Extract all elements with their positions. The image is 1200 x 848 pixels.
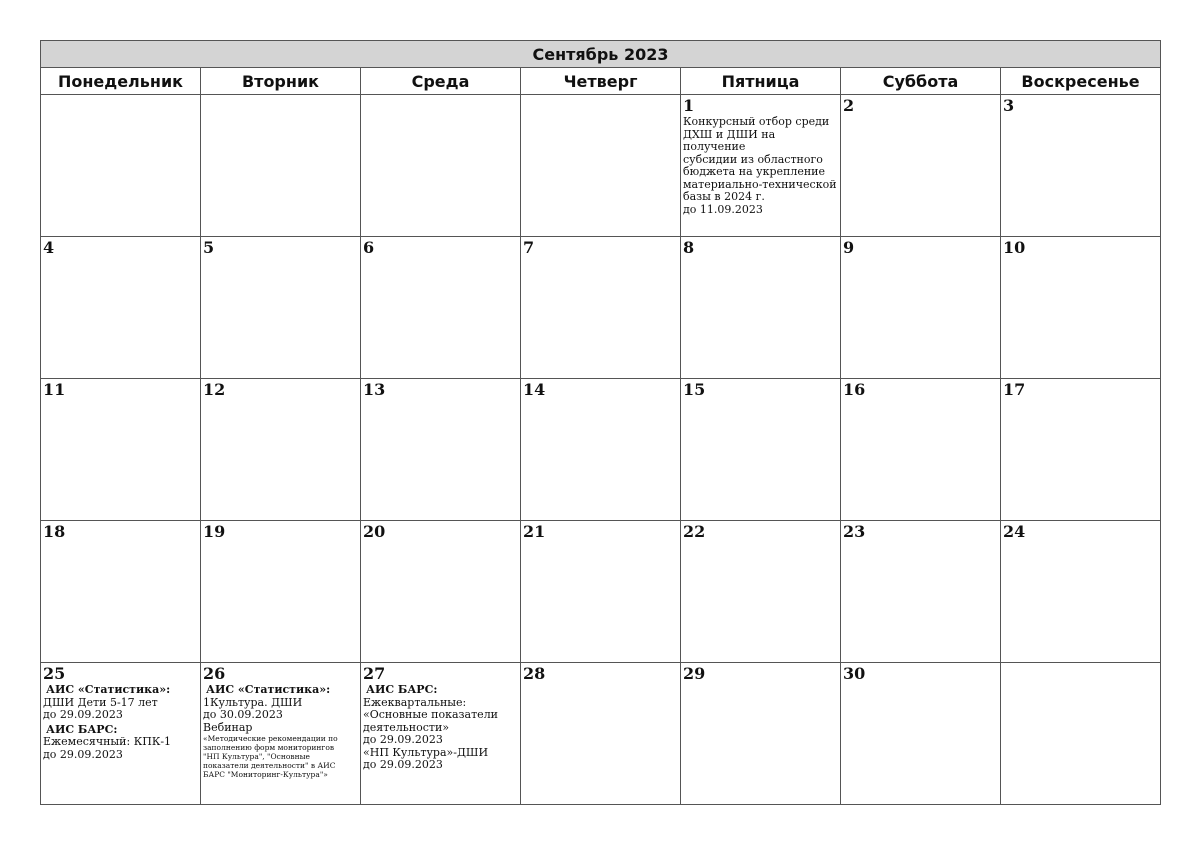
day-cell-12 [201, 379, 361, 521]
day-cell-30 [841, 663, 1001, 805]
month-title: Сентябрь 2023 [41, 41, 1161, 68]
day-number: 1 [683, 96, 695, 115]
event-line: «Основные показатели [363, 708, 499, 721]
day-cell-13 [361, 379, 521, 521]
day-number: 30 [843, 664, 866, 683]
day-cell-4 [41, 237, 201, 379]
event-heading: АИС БАРС: [366, 683, 438, 696]
event-line: бюджета на укрепление [683, 165, 826, 178]
event-line: «НП Культура»-ДШИ [363, 745, 489, 759]
day-cell-29 [681, 663, 841, 805]
event-line: Вебинар [203, 720, 253, 734]
day-number: 14 [523, 380, 546, 399]
webinar-line: "НП Культура", "Основные [203, 752, 310, 761]
weekday-tuesday: Вторник [201, 68, 361, 95]
webinar-line: «Методические рекомендации по [203, 734, 338, 743]
day-number: 5 [203, 238, 215, 257]
day-number: 16 [843, 380, 866, 399]
day-cell-empty [521, 95, 681, 237]
day-number: 19 [203, 522, 226, 541]
day-number: 7 [523, 238, 535, 257]
event-heading: АИС БАРС: [46, 722, 118, 736]
day-cell-28 [521, 663, 681, 805]
event-line: Ежемесячный: КПК-1 [43, 735, 172, 748]
day-number: 18 [43, 522, 66, 541]
day-number: 2 [843, 96, 855, 115]
event-line: ДХШ и ДШИ на получение [683, 127, 776, 153]
event-deadline: до 29.09.2023 [363, 733, 443, 746]
day-cell-26 [201, 663, 361, 805]
day-number: 29 [683, 664, 706, 683]
calendar-table [40, 40, 1161, 805]
event-deadline: до 29.09.2023 [363, 758, 443, 771]
day-cell-2 [841, 95, 1001, 237]
day-number: 4 [43, 238, 55, 257]
event-line: ДШИ Дети 5-17 лет [43, 695, 158, 709]
day-number: 26 [203, 664, 226, 683]
day-number: 13 [363, 380, 386, 399]
webinar-line: показатели деятельности" в АИС [203, 761, 336, 770]
day-cell-19 [201, 521, 361, 663]
day-number: 15 [683, 380, 706, 399]
day-cell-10 [1001, 237, 1161, 379]
day-number: 12 [203, 380, 226, 399]
day-cell-6 [361, 237, 521, 379]
day-number: 20 [363, 522, 386, 541]
webinar-line: заполнению форм мониторингов [203, 743, 335, 752]
day-cell-18 [41, 521, 201, 663]
weekday-friday: Пятница [681, 68, 841, 95]
day-number: 22 [683, 522, 706, 541]
day-cell-5 [201, 237, 361, 379]
day-cell-24 [1001, 521, 1161, 663]
weekday-wednesday: Среда [361, 68, 521, 95]
day-cell-14 [521, 379, 681, 521]
day-number: 8 [683, 238, 695, 257]
day-number: 9 [843, 238, 855, 257]
day-number: 21 [523, 522, 546, 541]
day-cell-11 [41, 379, 201, 521]
day-number: 11 [43, 380, 66, 399]
day-number: 3 [1003, 96, 1015, 115]
day-number: 24 [1003, 522, 1026, 541]
event-statistics [201, 683, 360, 779]
day-cell-empty [201, 95, 361, 237]
day-number: 25 [43, 664, 66, 683]
event-deadline: до 30.09.2023 [203, 708, 283, 721]
day-cell-27 [361, 663, 521, 805]
day-number: 28 [523, 664, 546, 683]
weekday-thursday: Четверг [521, 68, 681, 95]
event-line: 1Культура. ДШИ [203, 695, 303, 709]
day-cell-empty [1001, 663, 1161, 805]
weekday-monday: Понедельник [41, 68, 201, 95]
day-cell-16 [841, 379, 1001, 521]
day-cell-1 [681, 95, 841, 237]
webinar-line: БАРС "Мониторинг-Культура"» [203, 770, 328, 779]
day-number: 6 [363, 238, 375, 257]
day-cell-3 [1001, 95, 1161, 237]
event-line: Ежеквартальные: [363, 695, 467, 709]
event-line: субсидии из областного [683, 152, 823, 166]
day-cell-21 [521, 521, 681, 663]
event-heading: АИС «Статистика»: [46, 683, 171, 696]
day-cell-7 [521, 237, 681, 379]
event-line: Конкурсный отбор среди [683, 115, 830, 128]
day-cell-empty [361, 95, 521, 237]
day-cell-9 [841, 237, 1001, 379]
event-line: базы в 2024 г. [683, 190, 765, 203]
day-number: 23 [843, 522, 866, 541]
day-cell-empty [41, 95, 201, 237]
day-number: 27 [363, 664, 386, 683]
event-line: деятельности» [363, 720, 450, 734]
day-number: 17 [1003, 380, 1026, 399]
weekday-sunday: Воскресенье [1001, 68, 1161, 95]
event-line: материально-технической [683, 177, 837, 191]
event-deadline: до 29.09.2023 [43, 747, 123, 761]
day-cell-22 [681, 521, 841, 663]
event-bars [361, 683, 520, 772]
event-deadline: до 29.09.2023 [43, 708, 123, 721]
day-cell-17 [1001, 379, 1161, 521]
weekday-saturday: Суббота [841, 68, 1001, 95]
event-statistics [41, 683, 200, 761]
day-cell-20 [361, 521, 521, 663]
day-cell-15 [681, 379, 841, 521]
event-deadline: до 11.09.2023 [683, 202, 763, 216]
day-cell-8 [681, 237, 841, 379]
event-contest [681, 115, 840, 216]
day-cell-25 [41, 663, 201, 805]
event-heading: АИС «Статистика»: [206, 683, 331, 696]
day-cell-23 [841, 521, 1001, 663]
day-number: 10 [1003, 238, 1026, 257]
